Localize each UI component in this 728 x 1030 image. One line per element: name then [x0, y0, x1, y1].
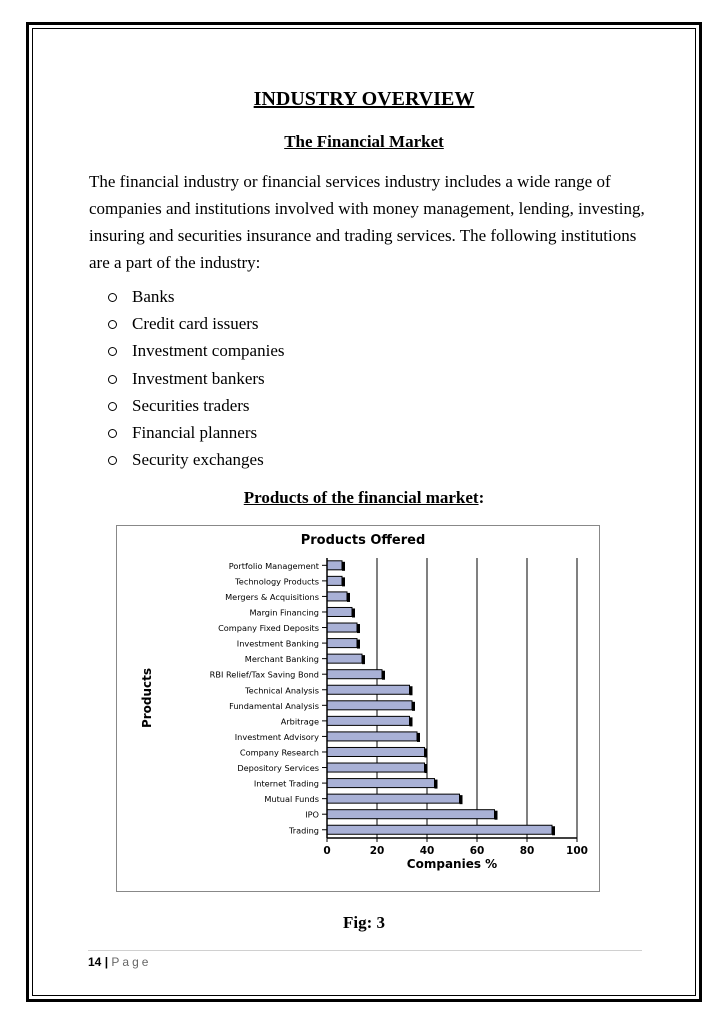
- chart-category-label: Fundamental Analysis: [229, 700, 319, 711]
- institution-list-item-label: Investment bankers: [132, 368, 265, 388]
- institution-list-item: [104, 392, 285, 419]
- institution-list-item-label: Financial planners: [132, 423, 258, 443]
- products-heading-text: Products of the financial market: [243, 488, 479, 507]
- institution-list-item: [104, 310, 285, 337]
- chart-bar: [327, 825, 552, 834]
- products-chart: [116, 525, 600, 892]
- chart-category-label: RBI Relief/Tax Saving Bond: [209, 669, 319, 680]
- chart-bar: [327, 701, 412, 710]
- chart-bar: [327, 576, 342, 585]
- chart-category-label: IPO: [305, 809, 319, 820]
- institution-list-item: [104, 337, 285, 364]
- chart-bar: [327, 763, 425, 772]
- chart-category-label: Investment Advisory: [234, 731, 319, 742]
- chart-bar-shadow: [362, 655, 365, 664]
- page-footer: [88, 955, 151, 969]
- page-title: INDUSTRY OVERVIEW: [253, 88, 475, 110]
- chart-category-label: Mutual Funds: [264, 794, 319, 805]
- chart-xtick-label: 0: [323, 845, 331, 857]
- chart-bar-shadow: [342, 577, 345, 586]
- institution-list-item: [104, 419, 285, 446]
- chart-category-label: Company Research: [239, 747, 319, 758]
- chart-bar-shadow: [552, 826, 555, 835]
- chart-category-label: Portfolio Management: [228, 560, 319, 571]
- chart-category-label: Merchant Banking: [244, 654, 319, 665]
- intro-paragraph: The financial industry or financial services industry includes a wide range of companies and institutions involved with money management, lending, investing, insuring and securities insurance and trading services. The following institutions are a part of the industry:: [89, 172, 645, 272]
- chart-x-label: Companies %: [406, 857, 498, 871]
- chart-bar: [327, 716, 410, 725]
- chart-bar: [327, 654, 362, 663]
- chart-bar-shadow: [495, 811, 498, 820]
- chart-bar: [327, 623, 357, 632]
- bullet-icon: [108, 320, 117, 329]
- chart-category-label: Mergers & Acquisitions: [225, 591, 319, 602]
- bullet-icon: [108, 347, 117, 356]
- footer-divider: [88, 950, 642, 951]
- chart-category-label: Margin Financing: [249, 607, 319, 618]
- chart-bar: [327, 685, 410, 694]
- institution-list-item: [104, 446, 285, 473]
- chart-category-label: Internet Trading: [253, 778, 319, 789]
- institution-list-item-label: Security exchanges: [132, 450, 264, 470]
- chart-bar: [327, 561, 342, 570]
- bullet-icon: [108, 456, 117, 465]
- chart-bar-shadow: [425, 764, 428, 773]
- chart-bar-shadow: [357, 640, 360, 649]
- institution-list-item-label: Banks: [132, 287, 175, 306]
- chart-bar-shadow: [425, 748, 428, 757]
- chart-bar: [327, 779, 435, 788]
- institution-list-item-label: Investment companies: [132, 341, 285, 361]
- products-heading-colon: :: [478, 488, 485, 507]
- institution-list-item-label: Securities traders: [132, 395, 250, 415]
- chart-bar-shadow: [382, 671, 385, 680]
- chart-title: Products Offered: [300, 533, 426, 548]
- chart-bar: [327, 794, 460, 803]
- page-word: Page: [111, 955, 152, 969]
- chart-y-label: Products: [140, 667, 154, 729]
- chart-category-label: Trading: [288, 825, 319, 836]
- bullet-icon: [108, 375, 117, 384]
- chart-xtick-label: 100: [566, 845, 588, 857]
- chart-xtick-label: 60: [469, 845, 485, 857]
- institution-list-item: [104, 365, 285, 392]
- institution-list-item: [104, 283, 285, 310]
- chart-bar: [327, 670, 382, 679]
- chart-category-label: Arbitrage: [280, 716, 319, 727]
- products-chart-svg: [117, 526, 599, 891]
- chart-bar-shadow: [417, 733, 420, 742]
- chart-bar: [327, 732, 417, 741]
- chart-bar-shadow: [342, 562, 345, 571]
- chart-bar: [327, 639, 357, 648]
- chart-bar-shadow: [412, 702, 415, 711]
- bullet-icon: [108, 293, 117, 302]
- institution-list-item-label: Credit card issuers: [132, 314, 259, 334]
- chart-bar-shadow: [357, 624, 360, 633]
- bullet-icon: [108, 429, 117, 438]
- page-number: 14: [88, 955, 102, 969]
- chart-bar-shadow: [410, 717, 413, 726]
- chart-bar: [327, 747, 425, 756]
- chart-bar-shadow: [435, 780, 438, 789]
- chart-category-label: Company Fixed Deposits: [218, 623, 319, 634]
- chart-category-label: Depository Services: [237, 763, 319, 774]
- chart-bar-shadow: [352, 608, 355, 617]
- chart-bar: [327, 810, 495, 819]
- bullet-icon: [108, 402, 117, 411]
- chart-bar-shadow: [460, 795, 463, 804]
- products-heading: [0, 488, 728, 508]
- chart-xtick-label: 20: [369, 845, 385, 857]
- chart-xtick-label: 40: [419, 845, 435, 857]
- chart-bar-shadow: [347, 593, 350, 602]
- chart-bar: [327, 607, 352, 616]
- section-subtitle: The Financial Market: [284, 132, 444, 151]
- institution-list: [104, 283, 285, 473]
- chart-bar: [327, 592, 347, 601]
- chart-xtick-label: 80: [519, 845, 535, 857]
- chart-category-label: Investment Banking: [236, 638, 319, 649]
- chart-category-label: Technical Analysis: [245, 685, 319, 696]
- figure-label: Fig: 3: [342, 913, 386, 932]
- footer-separator: |: [104, 955, 109, 969]
- chart-bar-shadow: [410, 686, 413, 695]
- chart-category-label: Technology Products: [235, 576, 319, 587]
